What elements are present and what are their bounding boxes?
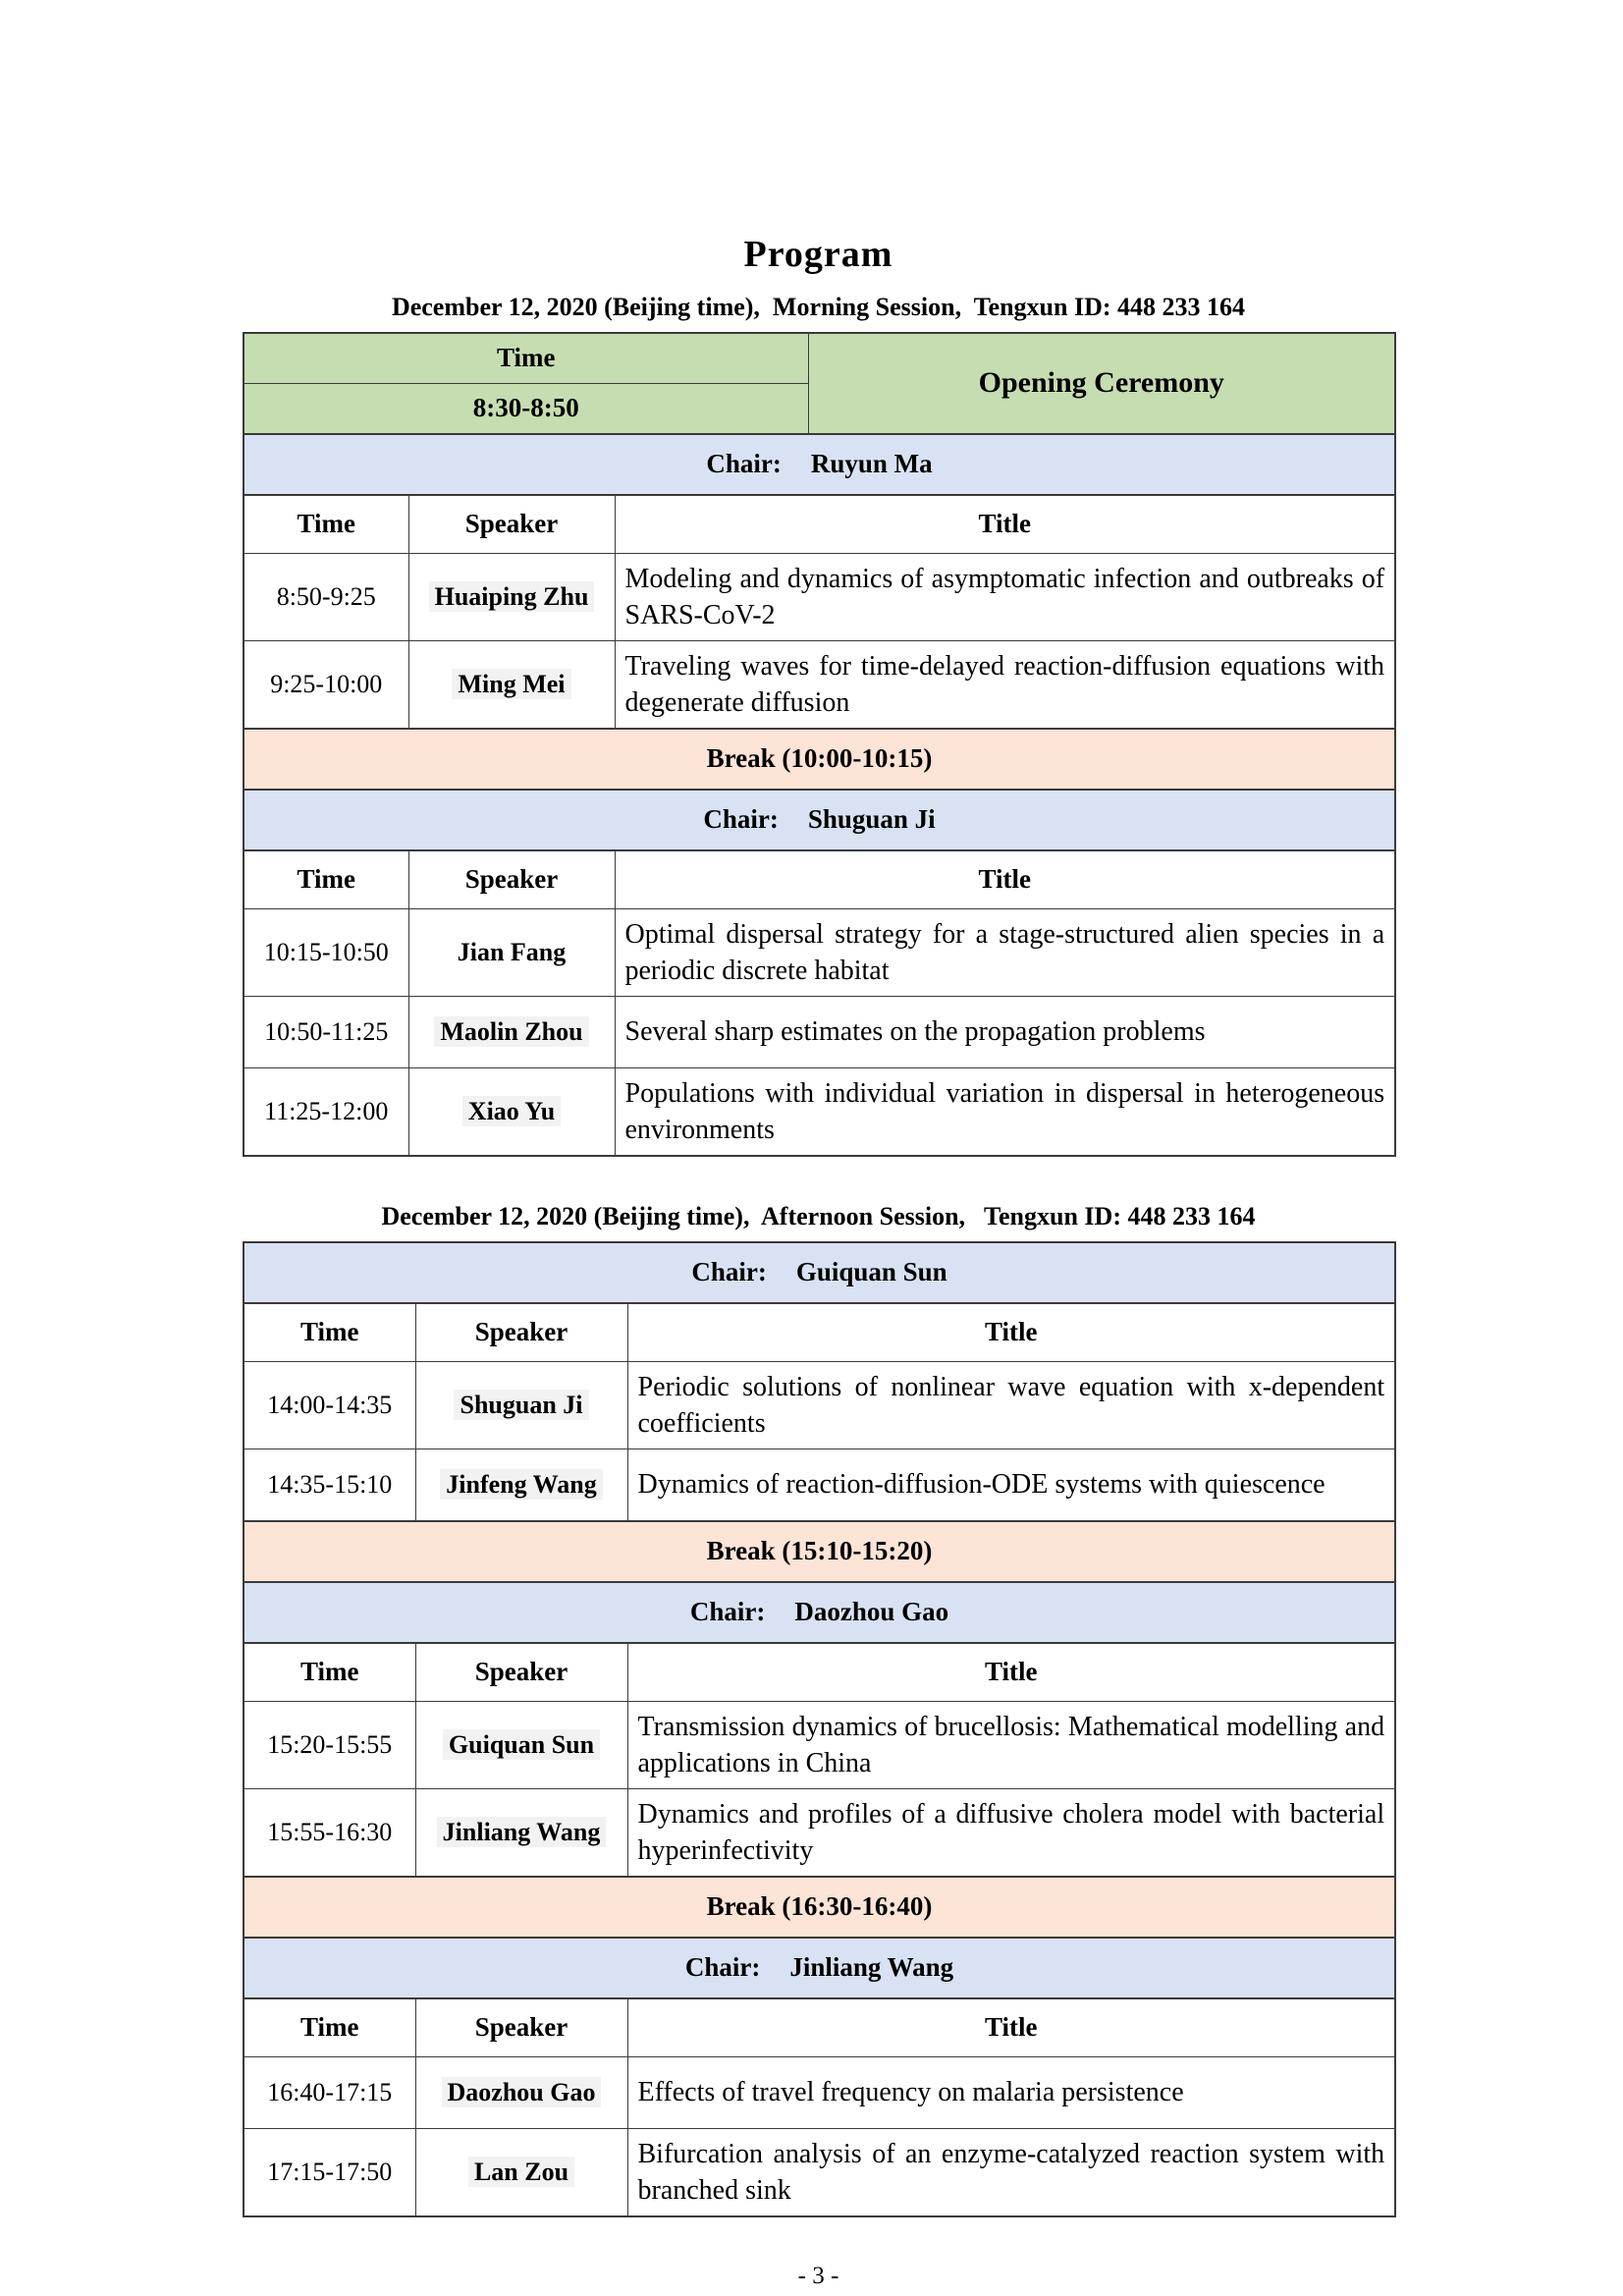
chair-cell [243,790,1395,850]
chair-cell [243,434,1395,495]
column-header-row [243,850,1395,909]
morning-session-table [243,332,1396,1157]
chair-row [243,1938,1395,1998]
break-row [243,729,1395,790]
morning-session-heading: December 12, 2020 (Beijing time), Morning Session, Tengxun ID: 448 233 164 [391,292,1246,321]
chair-label: Chair: [706,449,782,478]
talk-speaker-cell [408,996,615,1067]
chair-row [243,790,1395,850]
page-title: Program [743,234,893,275]
title-column-header: Title [615,495,1395,554]
talk-speaker-cell [408,908,615,996]
talk-title-cell: Dynamics of reaction-diffusion-ODE systems with quiescence [627,1449,1395,1521]
chair-label: Chair: [689,1597,766,1626]
chair-row [243,1242,1395,1303]
talk-row [243,1449,1395,1521]
talk-speaker-cell [415,1361,627,1449]
talk-row [243,2056,1395,2128]
speaker-name: Jian Fang [457,937,567,966]
chair-label: Chair: [684,1952,761,1982]
talk-time-cell: 10:15-10:50 [243,908,408,996]
talk-row [243,908,1395,996]
talk-row [243,2128,1395,2216]
speaker-name: Maolin Zhou [434,1016,588,1047]
talk-time-cell: 16:40-17:15 [243,2056,415,2128]
afternoon-session-heading: December 12, 2020 (Beijing time), Afternoon Session, Tengxun ID: 448 233 164 [381,1201,1256,1230]
talk-title-cell: Bifurcation analysis of an enzyme-catalyzed reaction system with branched sink [627,2128,1395,2216]
break-row [243,1877,1395,1938]
speaker-column-header: Speaker [415,1998,627,2057]
column-header-row [243,1998,1395,2057]
chair-row [243,1582,1395,1643]
talk-row [243,553,1395,640]
speaker-column-header: Speaker [408,495,615,554]
talk-title-cell: Periodic solutions of nonlinear wave equation with x-dependent coefficients [627,1361,1395,1449]
speaker-name: Daozhou Gao [442,2077,602,2107]
chair-label: Chair: [691,1257,767,1286]
break-cell: Break (15:10-15:20) [243,1521,1395,1582]
speaker-column-header: Speaker [408,850,615,909]
time-column-header: Time [243,850,408,909]
chair-cell [243,1938,1395,1998]
talk-time-cell: 15:20-15:55 [243,1701,415,1788]
time-column-header: Time [243,1643,415,1702]
speaker-name: Ming Mei [452,669,570,699]
talk-speaker-cell [415,2056,627,2128]
talk-title-cell: Optimal dispersal strategy for a stage-structured alien species in a periodic discrete habitat [615,908,1395,996]
chair-cell [243,1242,1395,1303]
opening-time-row [243,333,1395,384]
session-afternoon [243,1202,1394,2217]
talk-row [243,1788,1395,1877]
talk-time-cell: 8:50-9:25 [243,553,408,640]
afternoon-session-table [243,1241,1396,2217]
talk-speaker-cell [415,1788,627,1877]
talk-title-cell: Dynamics and profiles of a diffusive cholera model with bacterial hyperinfectivity [627,1788,1395,1877]
speaker-name: Xiao Yu [462,1096,561,1126]
chair-row [243,434,1395,495]
morning-session-table-slot [243,332,1394,1157]
speaker-name: Shuguan Ji [454,1390,588,1420]
talk-speaker-cell [408,640,615,729]
break-cell: Break (16:30-16:40) [243,1877,1395,1938]
talk-row [243,996,1395,1067]
title-column-header: Title [627,1998,1395,2057]
talk-title-cell: Several sharp estimates on the propagation problems [615,996,1395,1067]
speaker-name: Guiquan Sun [443,1729,600,1760]
speaker-column-header: Speaker [415,1643,627,1702]
title-column-header: Title [627,1303,1395,1362]
opening-ceremony-cell: Opening Ceremony [808,333,1395,434]
chair-label: Chair: [703,804,779,834]
column-header-row [243,1643,1395,1702]
talk-time-cell: 14:35-15:10 [243,1449,415,1521]
talk-row [243,640,1395,729]
chair-name: Shuguan Ji [807,804,936,834]
afternoon-session-table-slot [243,1241,1394,2217]
talk-time-cell: 9:25-10:00 [243,640,408,729]
column-header-row [243,495,1395,554]
talk-title-cell: Populations with individual variation in dispersal in heterogeneous environments [615,1067,1395,1156]
talk-time-cell: 14:00-14:35 [243,1361,415,1449]
session-morning [243,293,1394,1157]
speaker-name: Lan Zou [468,2157,574,2187]
speaker-column-header: Speaker [415,1303,627,1362]
opening-time-label-cell: Time [243,333,808,384]
time-column-header: Time [243,495,408,554]
page-number: - 3 - [797,2262,839,2289]
chair-name: Daozhou Gao [794,1597,949,1626]
talk-time-cell: 17:15-17:50 [243,2128,415,2216]
talk-time-cell: 10:50-11:25 [243,996,408,1067]
talk-time-cell: 11:25-12:00 [243,1067,408,1156]
speaker-name: Huaiping Zhu [429,581,595,612]
talk-title-cell: Effects of travel frequency on malaria persistence [627,2056,1395,2128]
break-cell: Break (10:00-10:15) [243,729,1395,790]
speaker-name: Jinfeng Wang [440,1469,602,1500]
column-header-row [243,1303,1395,1362]
talk-title-cell: Transmission dynamics of brucellosis: Mathematical modelling and applications in China [627,1701,1395,1788]
talk-speaker-cell [408,1067,615,1156]
chair-cell [243,1582,1395,1643]
talk-row [243,1361,1395,1449]
time-column-header: Time [243,1998,415,2057]
break-row [243,1521,1395,1582]
speaker-name: Jinliang Wang [437,1817,607,1847]
chair-name: Jinliang Wang [789,1952,954,1982]
title-column-header: Title [627,1643,1395,1702]
opening-time-value-cell: 8:30-8:50 [243,383,808,434]
chair-name: Guiquan Sun [795,1257,947,1286]
talk-title-cell: Traveling waves for time-delayed reaction-diffusion equations with degenerate diffusion [615,640,1395,729]
talk-title-cell: Modeling and dynamics of asymptomatic infection and outbreaks of SARS-CoV-2 [615,553,1395,640]
talk-row [243,1067,1395,1156]
chair-name: Ruyun Ma [810,449,933,478]
title-column-header: Title [615,850,1395,909]
program-page [243,0,1394,2290]
talk-speaker-cell [415,1449,627,1521]
time-column-header: Time [243,1303,415,1362]
talk-row [243,1701,1395,1788]
talk-speaker-cell [408,553,615,640]
talk-speaker-cell [415,1701,627,1788]
talk-speaker-cell [415,2128,627,2216]
talk-time-cell: 15:55-16:30 [243,1788,415,1877]
